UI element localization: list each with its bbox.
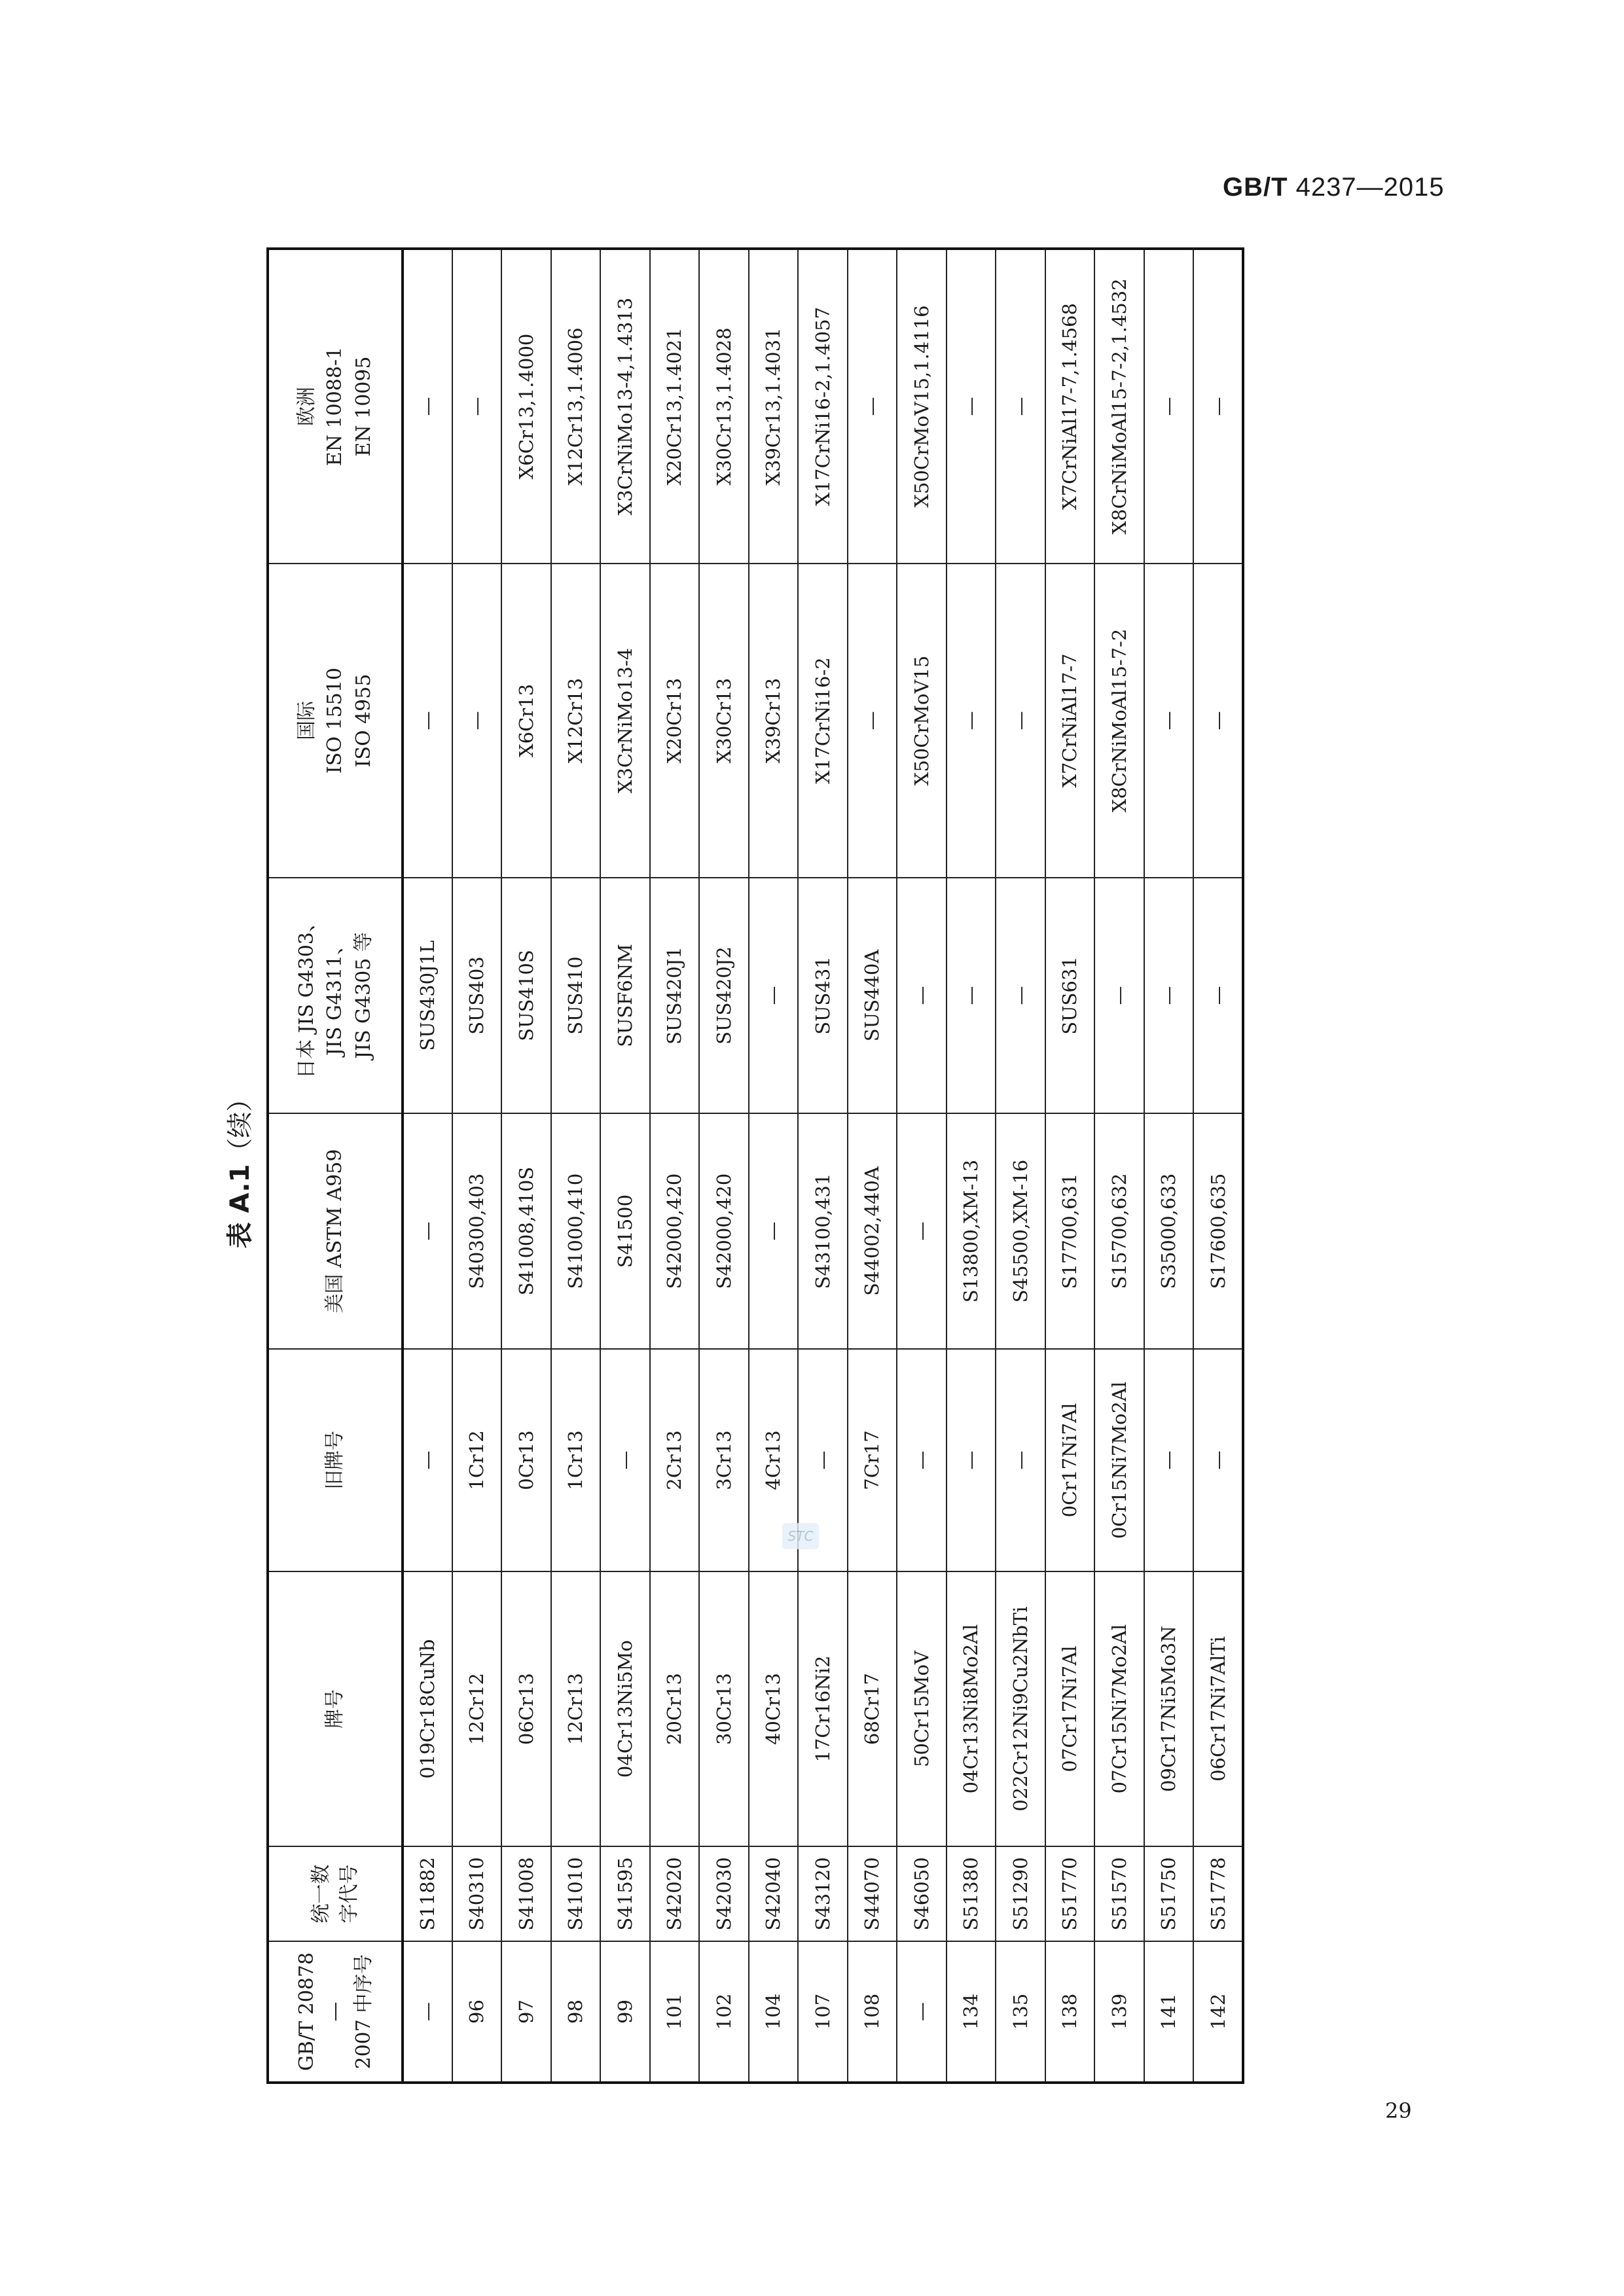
column-header-line: 牌号: [323, 1689, 347, 1729]
table-cell: 108: [848, 1941, 897, 2083]
table-cell: —: [1193, 564, 1243, 878]
table-cell: —: [403, 249, 452, 564]
table-cell: 101: [650, 1941, 700, 2083]
document-code: [1223, 173, 1445, 202]
column-header-6: [268, 564, 403, 878]
table-cell: X12Cr13: [551, 564, 601, 878]
table-cell: X30Cr13: [699, 564, 749, 878]
table-cell: S41595: [600, 1846, 650, 1941]
watermark-logo: STC: [782, 1523, 819, 1549]
table-cell: —: [897, 1113, 947, 1349]
table-row: [403, 249, 452, 2083]
table-cell: S51770: [1045, 1846, 1095, 1941]
table-cell: X30Cr13,1.4028: [699, 249, 749, 564]
table-cell: 04Cr13Ni5Mo: [600, 1571, 650, 1846]
table-row: [650, 249, 700, 2083]
column-header-line: GB/T 20878—: [295, 1952, 347, 2072]
column-header-0: [268, 1941, 403, 2083]
table-cell: 0Cr17Ni7Al: [1045, 1349, 1095, 1571]
table-cell: 7Cr17: [848, 1349, 897, 1571]
rotated-table-container: [225, 250, 1244, 2084]
table-cell: S44002,440A: [848, 1113, 897, 1349]
table-title-suffix: （续）: [225, 1085, 255, 1164]
table-cell: X7CrNiAl17-7: [1045, 564, 1095, 878]
table-cell: 4Cr13: [749, 1349, 799, 1571]
table-cell: 102: [699, 1941, 749, 2083]
table-cell: S42040: [749, 1846, 799, 1941]
table-cell: S35000,633: [1144, 1113, 1194, 1349]
table-cell: 04Cr13Ni8Mo2Al: [947, 1571, 996, 1846]
column-header-line: JIS G4311、: [323, 935, 347, 1056]
column-header-line: JIS G4305 等: [352, 932, 375, 1059]
table-cell: 17Cr16Ni2: [798, 1571, 848, 1846]
table-row: [551, 249, 601, 2083]
table-cell: —: [1144, 878, 1194, 1113]
table-cell: —: [749, 878, 799, 1113]
table-cell: 20Cr13: [650, 1571, 700, 1846]
table-cell: 1Cr13: [551, 1349, 601, 1571]
column-header-line: 国际: [295, 701, 318, 740]
column-header-line: 欧洲: [295, 387, 318, 426]
column-header-2: [268, 1571, 403, 1846]
table-cell: 98: [551, 1941, 601, 2083]
table-cell: S17700,631: [1045, 1113, 1095, 1349]
table-cell: S40310: [452, 1846, 502, 1941]
table-cell: S51778: [1193, 1846, 1243, 1941]
column-header-5: [268, 878, 403, 1113]
document-code-prefix: GB/T: [1223, 173, 1288, 202]
table-cell: X3CrNiMo13-4,1.4313: [600, 249, 650, 564]
table-cell: —: [1193, 1349, 1243, 1571]
table-header-row: [268, 249, 403, 2083]
column-header-line: 统一数: [309, 1864, 333, 1924]
table-cell: —: [996, 878, 1045, 1113]
column-header-1: [268, 1846, 403, 1941]
table-cell: —: [897, 1349, 947, 1571]
table-cell: —: [996, 249, 1045, 564]
column-header-line: 旧牌号: [323, 1431, 347, 1490]
table-cell: S43120: [798, 1846, 848, 1941]
table-cell: —: [897, 878, 947, 1113]
table-cell: X17CrNi16-2: [798, 564, 848, 878]
column-header-line: 美国 ASTM A959: [323, 1149, 347, 1314]
column-header-3: [268, 1349, 403, 1571]
table-cell: X12Cr13,1.4006: [551, 249, 601, 564]
table-cell: —: [996, 1349, 1045, 1571]
table-cell: 107: [798, 1941, 848, 2083]
table-cell: S51380: [947, 1846, 996, 1941]
table-cell: —: [947, 878, 996, 1113]
table-row: [501, 249, 551, 2083]
table-cell: —: [403, 1113, 452, 1349]
table-cell: —: [848, 249, 897, 564]
table-cell: —: [947, 1349, 996, 1571]
table-cell: X6Cr13: [501, 564, 551, 878]
table-cell: 68Cr17: [848, 1571, 897, 1846]
table-cell: —: [749, 1113, 799, 1349]
column-header-line: 2007 中序号: [352, 1954, 375, 2070]
table-cell: S42030: [699, 1846, 749, 1941]
table-cell: —: [947, 249, 996, 564]
table-row: [1094, 249, 1144, 2083]
table-cell: X50CrMoV15: [897, 564, 947, 878]
table-cell: 019Cr18CuNb: [403, 1571, 452, 1846]
table-cell: —: [600, 1349, 650, 1571]
column-header-line: ISO 15510: [323, 668, 347, 774]
table-cell: X8CrNiMoAl15-7-2: [1094, 564, 1144, 878]
table-row: [699, 249, 749, 2083]
table-cell: 12Cr12: [452, 1571, 502, 1846]
table-row: [848, 249, 897, 2083]
table-cell: 30Cr13: [699, 1571, 749, 1846]
table-cell: S51570: [1094, 1846, 1144, 1941]
table-cell: 40Cr13: [749, 1571, 799, 1846]
table-cell: —: [1144, 1349, 1194, 1571]
table-cell: SUS420J1: [650, 878, 700, 1113]
table-row: [600, 249, 650, 2083]
table-cell: —: [1144, 564, 1194, 878]
table-cell: X20Cr13: [650, 564, 700, 878]
table-cell: 0Cr15Ni7Mo2Al: [1094, 1349, 1144, 1571]
table-cell: S51290: [996, 1846, 1045, 1941]
table-row: [798, 249, 848, 2083]
table-cell: 09Cr17Ni5Mo3N: [1144, 1571, 1194, 1846]
table-cell: —: [1094, 878, 1144, 1113]
table-row: [947, 249, 996, 2083]
page-number: 29: [1385, 2098, 1412, 2123]
table-cell: —: [403, 1941, 452, 2083]
table-cell: 99: [600, 1941, 650, 2083]
table-cell: —: [403, 564, 452, 878]
column-header-line: EN 10088-1: [323, 346, 347, 467]
table-cell: —: [947, 564, 996, 878]
table-cell: SUS403: [452, 878, 502, 1113]
table-row: [749, 249, 799, 2083]
column-header-line: ISO 4955: [352, 673, 375, 768]
column-header-4: [268, 1113, 403, 1349]
table-cell: —: [1193, 878, 1243, 1113]
table-cell: S45500,XM-16: [996, 1113, 1045, 1349]
table-cell: S17600,635: [1193, 1113, 1243, 1349]
table-cell: SUSF6NM: [600, 878, 650, 1113]
table-cell: —: [848, 564, 897, 878]
table-cell: 138: [1045, 1941, 1095, 2083]
table-cell: 142: [1193, 1941, 1243, 2083]
table-cell: —: [452, 249, 502, 564]
table-cell: —: [798, 1349, 848, 1571]
table-cell: S11882: [403, 1846, 452, 1941]
table-cell: SUS420J2: [699, 878, 749, 1113]
table-cell: S41008,410S: [501, 1113, 551, 1349]
table-cell: —: [1193, 249, 1243, 564]
table-cell: 1Cr12: [452, 1349, 502, 1571]
table-row: [1193, 249, 1243, 2083]
table-cell: 134: [947, 1941, 996, 2083]
table-cell: X6Cr13,1.4000: [501, 249, 551, 564]
table-cell: 104: [749, 1941, 799, 2083]
table-cell: —: [1144, 249, 1194, 564]
table-cell: X20Cr13,1.4021: [650, 249, 700, 564]
table-title: [219, 250, 257, 2084]
table-cell: —: [996, 564, 1045, 878]
table-cell: 97: [501, 1941, 551, 2083]
table-cell: S40300,403: [452, 1113, 502, 1349]
table-cell: S42020: [650, 1846, 700, 1941]
table-cell: X39Cr13,1.4031: [749, 249, 799, 564]
table-row: [996, 249, 1045, 2083]
table-cell: 135: [996, 1941, 1045, 2083]
table-cell: X7CrNiAl17-7,1.4568: [1045, 249, 1095, 564]
table-cell: X3CrNiMo13-4: [600, 564, 650, 878]
table-cell: 3Cr13: [699, 1349, 749, 1571]
table-cell: 141: [1144, 1941, 1194, 2083]
table-row: [452, 249, 502, 2083]
table-body: [403, 249, 1243, 2083]
table-cell: S15700,632: [1094, 1113, 1144, 1349]
table-cell: S41008: [501, 1846, 551, 1941]
table-cell: SUS410S: [501, 878, 551, 1113]
table-cell: SUS430J1L: [403, 878, 452, 1113]
table-cell: 2Cr13: [650, 1349, 700, 1571]
table-cell: X39Cr13: [749, 564, 799, 878]
table-cell: S42000,420: [650, 1113, 700, 1349]
table-cell: 12Cr13: [551, 1571, 601, 1846]
table-cell: S43100,431: [798, 1113, 848, 1349]
table-cell: S42000,420: [699, 1113, 749, 1349]
table-title-label: 表 A.1: [225, 1164, 255, 1249]
column-header-line: 日本 JIS G4303、: [295, 912, 318, 1079]
table-cell: X50CrMoV15,1.4116: [897, 249, 947, 564]
table-cell: X8CrNiMoAl15-7-2,1.4532: [1094, 249, 1144, 564]
table-cell: S13800,XM-13: [947, 1113, 996, 1349]
table-cell: S44070: [848, 1846, 897, 1941]
table-row: [897, 249, 947, 2083]
column-header-7: [268, 249, 403, 564]
table-cell: —: [403, 1349, 452, 1571]
table-cell: SUS440A: [848, 878, 897, 1113]
table-cell: 96: [452, 1941, 502, 2083]
table-cell: 06Cr13: [501, 1571, 551, 1846]
column-header-line: 字代号: [338, 1864, 361, 1924]
table-cell: S41010: [551, 1846, 601, 1941]
column-header-line: EN 10095: [352, 356, 375, 457]
table-cell: 50Cr15MoV: [897, 1571, 947, 1846]
table-row: [1144, 249, 1194, 2083]
table-cell: SUS431: [798, 878, 848, 1113]
table-cell: 07Cr15Ni7Mo2Al: [1094, 1571, 1144, 1846]
table-cell: —: [897, 1941, 947, 2083]
table-row: [1045, 249, 1095, 2083]
table-cell: 022Cr12Ni9Cu2NbTi: [996, 1571, 1045, 1846]
table-cell: S41500: [600, 1113, 650, 1349]
table-cell: SUS631: [1045, 878, 1095, 1113]
table-cell: S51750: [1144, 1846, 1194, 1941]
table-cell: 07Cr17Ni7Al: [1045, 1571, 1095, 1846]
table-cell: S46050: [897, 1846, 947, 1941]
table-cell: 139: [1094, 1941, 1144, 2083]
table-cell: X17CrNi16-2,1.4057: [798, 249, 848, 564]
table-cell: SUS410: [551, 878, 601, 1113]
table-cell: —: [452, 564, 502, 878]
table-cell: 06Cr17Ni7AlTi: [1193, 1571, 1243, 1846]
table-cell: 0Cr13: [501, 1349, 551, 1571]
document-code-number: 4237—2015: [1295, 173, 1445, 202]
steel-grade-comparison-table: [266, 247, 1244, 2084]
table-cell: S41000,410: [551, 1113, 601, 1349]
